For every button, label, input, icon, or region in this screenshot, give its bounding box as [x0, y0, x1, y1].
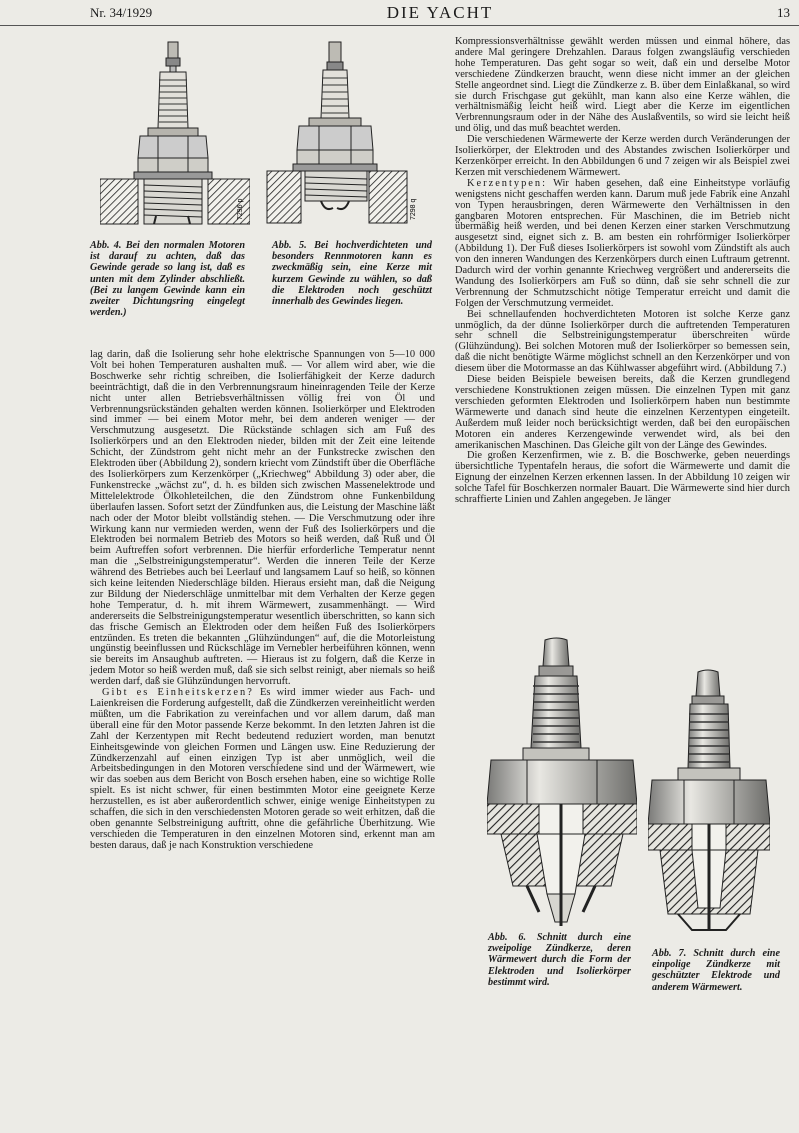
paragraph: Die großen Kerzenfirmen, wie z. B. die Boschwerke, geben neuerdings übersichtliche Typentafeln heraus, die sofort die Wärmewerte und damit die Eignung der einzelnen Kerzen erkennen lassen. In der Abbildung 10 zeigen wir solche Tafel für Boschkerzen normaler Bauart. Die Wärmewerte sind hier durch schraffierte Linien und Zahlen angegeben. Je länger	[455, 450, 790, 506]
figure-5-caption: Abb. 5. Bei hochverdichteten und besonders Rennmotoren kann es zweckmäßig sein, eine Kerze mit kurzem Gewinde zu wählen, so daß die Elektroden noch geschützt innerhalb des Gewindes liegen.	[272, 240, 432, 308]
paragraph	[455, 179, 790, 310]
right-column	[455, 37, 790, 506]
spark-plug-figure-7	[648, 668, 770, 940]
section-heading: Gibt es Einheitskerzen?	[102, 687, 254, 699]
figure-4-caption: Abb. 4. Bei den normalen Motoren ist darauf zu achten, daß das Gewinde gerade so lang ist, daß es unten mit dem Zylinder abschließt. (Bei zu langem Gewinde kann ein zweiter Dichtungsring eingelegt werden.)	[90, 240, 245, 319]
figure-5-number: 7298 q	[410, 198, 417, 220]
paragraph-text: Es wird immer wieder aus Fach- und Laienkreisen die Forderung aufgestellt, daß die Zündkerzen vereinheitlicht werden müßten, um die Fabrikation zu vereinfachen und vor allem darum, daß man überall eine für den Motor passende Kerze bekommt. In den letzten Jahren ist die Zahl der Kerzentypen mit Recht bedeutend reduziert worden, man benutzt Einheitsgewinde von gleichen Formen und Längen usw. Eine Reduzierung der Zündkerzenzahl auf einen einzigen Typ ist aber unmöglich, weil die Arbeitsbedingungen in den Motoren verschiedene sind und der Wärmewert, wie wir das soeben aus dem Bericht von Bosch ersehen haben, eine so wichtige Rolle spielt. Es ist nicht schwer, für einen bestimmten Motor eine geeignete Kerze herzustellen, es ist aber außerordentlich schwer, einige wenige Einheitstypen zu schaffen, die sich in den verschiedensten Motoren gerade so weit erhitzen, daß die oben genannte Selbstreinigung auftritt, ohne die gefährliche Überhitzung. Wie verschieden die Temperaturen in den einzelnen Motoren sind, erkennt man am besten daraus, daß je nach Konstruktion verschiedene	[90, 687, 435, 851]
spark-plug-figure-4	[100, 38, 250, 230]
paragraph	[90, 688, 435, 852]
left-column	[90, 350, 435, 852]
magazine-title: DIE YACHT	[386, 3, 494, 22]
figure-4-number: 7296 p	[237, 198, 244, 220]
paragraph: Die verschiedenen Wärmewerte der Kerze werden durch Veränderungen der Isolierkörper, der Elektroden und des Abstandes zwischen Isolierkörper und Kerzenkörper erreicht. In den Abbildungen 6 und 7 zeigen wir als Beispiel zwei Kerzen mit verschiedenem Wärmewert.	[455, 134, 790, 178]
section-heading: Kerzentypen:	[467, 177, 547, 189]
page-header	[90, 3, 790, 25]
paragraph-text: Wir haben gesehen, daß eine Einheitstype vorläufig wenigstens nicht geschaffen werden kann. Darum muß jede Fabrik eine Anzahl von Typen herausbringen, deren Wärmewerte den Verhältnissen in den gangbaren Motoren entsprechen. Für Maschinen, die im Betrieb nicht übermäßig heiß werden, und bei denen Kerzen einer starken Verschmutzung ausgesetzt sind, eignet sich z. B. am besten ein rohrförmiger Isolierkörper (Abbildung 1). Der Fuß dieses Isolierkörpers ist sowohl vom Zündstift als auch von den inneren Wandungen des Kerzenkörpers durch einen Luftraum getrennt. Dadurch wird der vorhin genannte Kriechweg vergrößert und andererseits die Wandung des Isolierkörpers am Fuß so dünn, daß sie sehr schnell die zur Verbrennung der Schmutzschicht nötige Temperatur erreicht und damit die Folgen der Verschmutzung vermeidet.	[455, 177, 790, 309]
paragraph: Kompressionsverhältnisse gewählt werden müssen und einmal höhere, das andere Mal geringere Drehzahlen. Daraus folgen zwangsläufig verschieden hohe Temperaturen. Das geht sogar so weit, daß ein und derselbe Motor verschiedene Zündkerzen braucht, wenn diese nicht immer an der gleichen Stelle angeordnet sind. Liegt die Zündkerze z. B. über dem Einlaßkanal, so wird sie durch Frischgase gut gekühlt, man kann also eine Kerze wählen, die verhältnismäßig leicht heiß wird. Liegt aber die Kerze im eigentlichen Verbrennungsraum oder in der Nähe des Auslaßventils, so wird sie leicht heiß und ölig, und das muß beachtet werden.	[455, 36, 790, 135]
paragraph: Bei schnellaufenden hochverdichteten Motoren ist solche Kerze ganz unmöglich, da der dünne Isolierkörper durch die auftretenden Temperaturen sehr schnell die Selbstreinigungstemperatur überschreiten würde (Glühzündung). Bei solchen Motoren muß der Isolierkörper so bemessen sein, daß die nicht benötigte Wärme möglichst schnell an den Kerzenkörper und von diesem über die Motormasse an das Kühlwasser abgeführt wird. (Abbildung 7.)	[455, 308, 790, 375]
figure-6-caption: Abb. 6. Schnitt durch eine zweipolige Zündkerze, deren Wärmewert durch die Form der Elektroden und Isolierkörper bestimmt wird.	[488, 932, 631, 988]
issue-number: Nr. 34/1929	[90, 5, 153, 20]
spark-plug-figure-5	[263, 38, 423, 230]
page-number: 13	[777, 5, 790, 20]
figure-7-caption: Abb. 7. Schnitt durch eine einpolige Zündkerze mit geschützter Elektrode und anderem Wärmewert.	[652, 948, 780, 993]
header-rule	[0, 25, 799, 26]
paragraph: Diese beiden Beispiele beweisen bereits, daß die Kerzen grundlegend verschiedene Konstruktionen zeigen müssen. Die einzelnen Typen mit ganz verschieden geformten Elektroden und Isolierkörpern haben nun bestimmte Wärmewerte und danach sind heute die einzelnen Kerzentypen eingeteilt. Außerdem muß leider noch berücksichtigt werden, daß bei den europäischen Motoren ein anderes Kerzengewinde verwendet wird, als bei den amerikanischen Maschinen. Das Gleiche gilt von der Länge des Gewindes.	[455, 374, 790, 451]
paragraph: lag darin, daß die Isolierung sehr hohe elektrische Spannungen von 5—10 000 Volt bei hohen Temperaturen aushalten muß. — Vor allem wird aber, wie die Boschwerke sehr richtig schreiben, die Isolierfähigkeit der Kerze dadurch beeinträchtigt, daß die in den Verbrennungsraum hineinragenden Teile der Kerze nicht unter allen Betriebsverhältnissen völlig frei von Öl und Verbrennungsrückständen gehalten werden können. Isolierkörper und Elektroden sind immer — bei einem Motor mehr, bei dem anderen weniger — der Verschmutzung ausgesetzt. Die Rückstände schlagen sich am Fuß des Isolierkörpers und an den Elektroden nieder, bilden mit der Zeit eine leitende Schicht, der Zündstrom geht nicht mehr an der Funkstrecke zwischen den Elektroden über (Abbildung 2), sondern kriecht vom Zündstift über die Oberfläche des Isolierkörpers zum Kerzenkörper („Kriechweg“ Abbildung 3) oder aber, die Funkenstrecke „wächst zu“, d. h. es bilden sich zwischen Massenelektrode und Mittelelektrode Ölkohleteilchen, die den Zündstrom ohne Funkenbildung überlaufen lassen. Sofort setzt der Zündfunken aus, die Leistung der Maschine läßt nach oder der Motor bleibt vollständig stehen. — Die Verschmutzung oder ihre Wirkung kann nur vermieden werden, wenn der Fuß des Isolierkörpers und die Elektroden bei normalem Betrieb des Motors so heiß werden, daß Ruß und Öl beim Auftreffen sofort verbrennen. Die hierfür erforderliche Temperatur nennt man die „Selbstreinigungstemperatur“. Werden die inneren Teile der Kerze während des Betriebes auch bei Leerlauf und langsamem Lauf so heiß, so können sich keine leitenden Niederschläge bilden. Hieraus ersieht man, daß die Neigung zur Bildung der Niederschläge unmittelbar mit dem Verhalten der Kerze gegen hohe Temperatur, d. h. mit ihrem Wärmewert, zusammenhängt. — Wird andererseits die Selbstreinigungstemperatur wesentlich überschritten, so kann sich das frische Gemisch an Elektroden oder dem heißen Fuß des Isolierkörpers entzünden. Es treten die bekannten „Glühzündungen“ auf, die die Motorleistung ungünstig beeinflussen und Rückschläge im Vernebler herbeiführen können, wenn sie bereits im Ansaughub auftreten. — Hieraus ist zu folgern, daß die Kerze in jedem Motor so heiß werden muß, daß sie sich selbst reinigt, aber niemals so heiß werden darf, daß sie Glühzündungen hervorruft.	[90, 349, 435, 688]
spark-plug-figure-6	[487, 636, 637, 928]
